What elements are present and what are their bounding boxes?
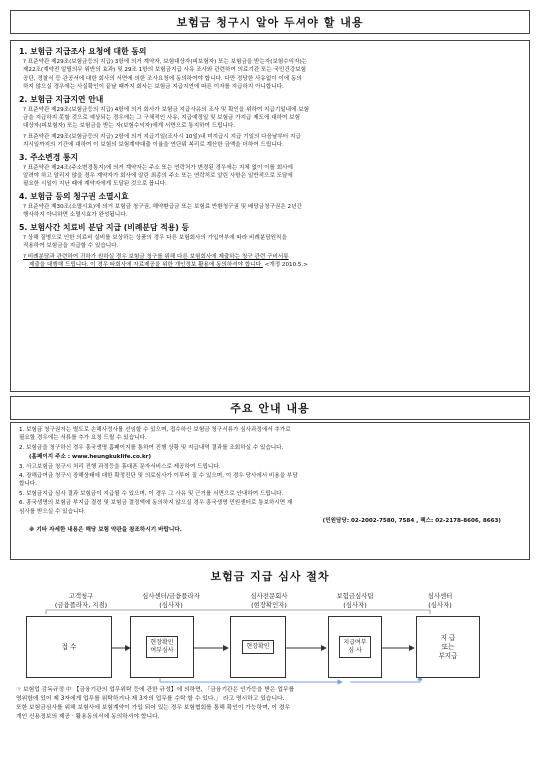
guide-item-3: 3. 사고보험금 청구시 처리 진행 과정등을 휴대폰 문자서비스로 제공하여 드립니다. [19,463,221,470]
notice-heading: 3. 주소변경 통지 [19,152,79,162]
top-connector [46,610,430,614]
guide-item-1: 1. 보험금 청구권자는 별도로 손해사정사를 선임할 수 있으며, 접수하신 보험금 청구서류가 심사과정에서 추가로 필요할 경우에는 서류를 추가 요청 드릴 수 있습니다. [19,427,291,442]
stage-box-3 [230,616,286,678]
stage-box-text: 지급여부 심 사 [339,636,370,658]
stage-box-5 [416,616,480,678]
process-title: 보험금 지급 심사 절차 [210,570,330,583]
proportional-share-note: ? 비례분담과 관련하여 귀하가 원하실 경우 보험금 청구를 위해 다른 보험회사에 제출하는 청구 관련 구비서류 [23,253,289,260]
guide-footnote: ※ 기타 자세한 내용은 해당 보험 약관을 참조하시기 바랍니다. [29,527,182,534]
notice-section [10,40,530,392]
stage-box-1 [26,616,112,678]
notice-heading: 1. 보험금 지급조사 요청에 대한 동의 [19,47,147,56]
stage-box-text: 현장확인 [242,640,273,654]
notice-item-1 [19,47,521,92]
stage-box-text: 접 수 [61,642,77,651]
notice-item-2 [19,95,521,150]
notice-paragraph: ? 표준약관 제29조(보험금등의 지급) 4항에 의거 회사가 보험금 지급사유의 조사 및 확인을 위하여 지급기일내에 보험 금을 지급하지 못할 것으로 예상되는 경우에는 그 구체적인 사유, 지급예정일 및 보험금 가지급 제도에 대하여 보험 대상자(피보험자) 또는 보험금을 받는 자(보험수익자)에게 서면으로 통지하여 드립니다. [23,106,310,130]
stage-box-text: 현장확인 여부심사 [146,636,177,658]
notice-heading: 4. 보험금 등의 청구권 소멸시효 [19,191,129,201]
notice-item-4 [19,192,521,220]
guide-item-5: 5. 보험금지급 심사 결과 보험금이 지급될 수 있으며, 이 경우 그 사유 및 근거를 서면으로 안내하여 드립니다. [19,490,284,497]
stage-box-2 [130,616,194,678]
main-title: 보험금 청구시 알아 두셔야 할 내용 [10,10,530,34]
stage-label-5: 심사센터 (심사자) [427,592,453,609]
guide-item-6: 6. 흥국생명의 보험금 부지급 결정 및 보험금 결정액에 동의하지 않으실 경우 흥국생명 민원센터로 통보하시면 재 심사를 받으실 수 있습니다. [19,500,293,515]
notice-paragraph: ? 표준약관 제29조(보험금등의 지급) 2항에 의거 지급기일(조사시 10일)내 미지급시 지급 기일의 다음날부터 지급 지시일까지의 기간에 대하여 이 보험의 보험계약대출 이율을 연단위 복리로 계산한 금액을 더하여 드립니다. [23,133,301,149]
notice-paragraph: ? 상해 질병으로 인한 의료비 실비를 보상하는 상품의 경우 다른 보험회사의 가입여부에 따라 비례분담원칙을 적용하여 보험금을 지급할 수 있습니다. [23,234,287,250]
stage-label-1: 고객청구 (금융플라자, 지점) [54,592,108,609]
notice-paragraph: ? 표준약관 제29조(보험금등의 지급) 3항에 의거 계약자, 보험대상자(피보험자) 또는 보험금을 받는자(보험수익자)는 제22조(계약전 알릴의무 위반의 효과) 및 29조 1항의 보험금지급 사유 조사와 관련하여 의료기관 또는 국민건강보험 공단, 경찰서 등 관공서에 대한 회사의 서면에 의한 조사요청에 동의하여야 합니다. 다만 정당한 사유없이 이에 동의 하지 않으실 경우에는 사실확인이 끝날 때까지 회사는 보험금 지급지연에 따른 이자를 지급하지 아니합니다. [23,59,308,91]
notice-item-3 [19,153,521,189]
notice-item-5 [19,223,521,270]
guide-item-4: 4. 장해급여금 청구시 장해상태에 대한 확정진단 및 의료심사가 이루어 질 수 있으며, 이 경우 당사에서 비용을 부담 합니다. [19,473,298,488]
guide-title: 주요 안내 내용 [10,396,530,420]
revision-date: <개정 2010.5.> [264,261,308,268]
contact-info: (민원담당: 02-2002-7580, 7584 , 팩스: 02-2178-8606, 8663) [322,518,501,525]
notice-paragraph: ? 표준약관 제24조(주소변경통지)에 의거 계약자는 주소 또는 연락처가 변경된 경우에는 지체 없이 이를 회사에 알려야 하고 알리지 않을 경우 계약자가 회사에 알린 최종의 주소 또는 연락처로 알린 사항은 일반적으로 도달에 필요한 시일이 지난 때에 계약자에게 도달된 것으로 봅니다. [23,164,293,188]
page [10,10,530,720]
proportional-share-note-text: 제출을 대행해 드립니다. 이 경우 타회사에 자료제공을 위한 개인정보 활용에 동의하셔야 합니다. [29,261,263,268]
stage-label-3: 심사전문회사 (현장확인자) [250,592,288,609]
bottom-regulation-note: ☞ 보험업 감독규정 中 【금융기관의 업무위탁 등에 관한 규정】에 의하면, 「금융기관은 인가등을 받은 업무를 영위함에 있어 제 3자에게 업무를 위탁하거나 제 3자의 업무를 수탁 할 수 있다.」 라고 명시하고 있습니다. 또한 보험금심사를 위해 보험사에 보험계약이 가입 되어 있는 경우 보험협회를 통해 확인이 가능하며, 이 경우 개인 신용정보의 제공 · 활용동의서에 동의하셔야 합니다. [16,687,295,720]
proportional-share-note-2 [29,261,521,269]
stage-label-2: 심사센터/금융플라자 (심사자) [142,592,200,609]
stage-box-4 [328,616,382,678]
guide-item-2: 2. 보험금을 청구하신 경우 흥국생명 홈페이지를 통하여 진행 상황 및 지급내역 결과를 조회하실 수 있습니다. [19,444,284,451]
stage-label-4: 보험금심사팀 (심사자) [336,592,374,609]
notice-heading: 2. 보험금 지급지연 안내 [19,94,104,104]
process-diagram [10,592,530,692]
notice-heading: 5. 보험사간 치료비 분담 지급 (비례분담 적용) 등 [19,222,190,232]
notice-paragraph: ? 표준약관 제30조(소멸시효)에 의거 보험금 청구권, 해약환급금 또는 보험료 반환청구권 및 배당금청구권은 2년간 행사하지 아니하면 소멸시효가 완성됩니다. [23,203,302,219]
guide-section [10,422,530,560]
homepage-address: (홈페이지 주소 : www.heungkuklife.co.kr) [29,454,152,461]
stage-box-text: 지 급 또는 부지급 [438,633,458,660]
